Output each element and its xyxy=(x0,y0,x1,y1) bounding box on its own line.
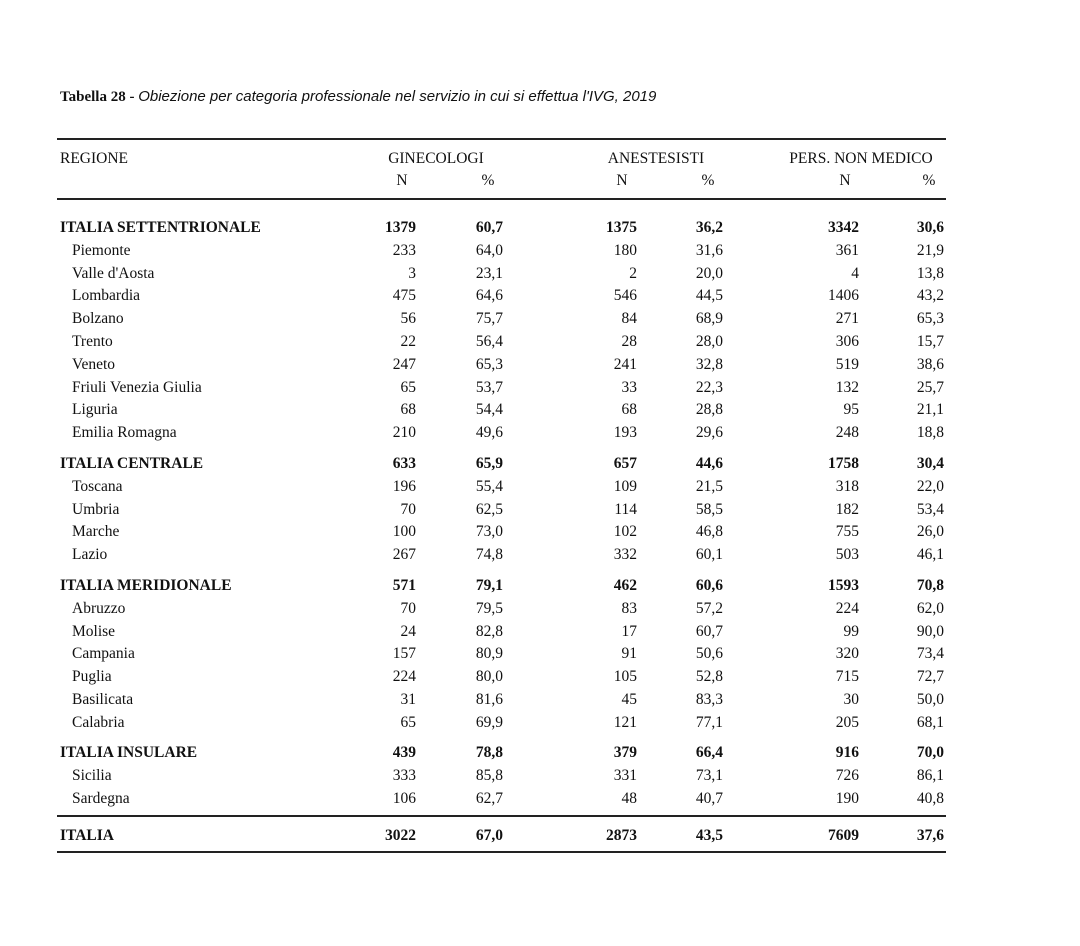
region-row-value: 60,7 xyxy=(695,623,723,640)
region-row-value: 210 xyxy=(392,424,416,441)
region-row-value: 44,5 xyxy=(695,287,723,304)
region-row-value: 82,8 xyxy=(475,623,503,640)
region-row-value: 84 xyxy=(621,310,637,327)
header-subcolumn: % xyxy=(701,172,715,189)
section-name: ITALIA CENTRALE xyxy=(60,455,204,472)
region-name: Campania xyxy=(72,645,135,662)
total-row-value: 2873 xyxy=(606,827,637,844)
region-row-value: 99 xyxy=(843,623,859,640)
region-row-value: 50,0 xyxy=(916,691,944,708)
region-row-value: 62,7 xyxy=(475,790,503,807)
region-row-value: 83 xyxy=(621,600,637,617)
section-total-value: 79,1 xyxy=(475,577,503,594)
section-total-value: 1375 xyxy=(606,219,637,236)
region-row-value: 48 xyxy=(621,790,637,807)
section-total-value: 462 xyxy=(613,577,637,594)
region-row-value: 65 xyxy=(400,714,416,731)
region-row-value: 180 xyxy=(613,242,637,259)
region-row-value: 40,8 xyxy=(916,790,944,807)
region-row-value: 53,4 xyxy=(916,501,944,518)
region-row-value: 56,4 xyxy=(475,333,503,350)
region-row-value: 519 xyxy=(835,356,859,373)
section-total-value: 70,8 xyxy=(916,577,944,594)
header-subcolumn: % xyxy=(922,172,936,189)
region-name: Umbria xyxy=(72,501,120,518)
region-name: Friuli Venezia Giulia xyxy=(72,379,202,396)
region-row-value: 331 xyxy=(613,767,637,784)
region-row-value: 247 xyxy=(392,356,416,373)
region-name: Bolzano xyxy=(72,310,124,327)
region-row-value: 241 xyxy=(613,356,637,373)
region-row-value: 248 xyxy=(835,424,859,441)
region-row-value: 64,0 xyxy=(475,242,503,259)
region-row-value: 62,0 xyxy=(916,600,944,617)
region-name: Puglia xyxy=(72,668,112,685)
region-row-value: 30 xyxy=(843,691,859,708)
total-row-value: 37,6 xyxy=(916,827,944,844)
header-subcolumn: N xyxy=(839,172,851,189)
region-row-value: 95 xyxy=(843,401,859,418)
header-subcolumn: N xyxy=(616,172,628,189)
region-row-value: 40,7 xyxy=(695,790,723,807)
region-name: Trento xyxy=(72,333,113,350)
region-name: Marche xyxy=(72,523,120,540)
section-name: ITALIA INSULARE xyxy=(60,744,198,761)
bottom-rule xyxy=(57,851,946,853)
region-row-value: 205 xyxy=(835,714,859,731)
region-name: Valle d'Aosta xyxy=(72,265,155,282)
region-row-value: 193 xyxy=(613,424,637,441)
region-row-value: 91 xyxy=(621,645,637,662)
total-row-value: 43,5 xyxy=(695,827,723,844)
section-name: ITALIA SETTENTRIONALE xyxy=(60,219,261,236)
section-total-value: 3342 xyxy=(828,219,859,236)
region-row-value: 86,1 xyxy=(916,767,944,784)
section-total-value: 30,6 xyxy=(916,219,944,236)
section-total-value: 1758 xyxy=(828,455,859,472)
region-name: Calabria xyxy=(72,714,125,731)
region-row-value: 68,1 xyxy=(916,714,944,731)
region-row-value: 52,8 xyxy=(695,668,723,685)
region-row-value: 306 xyxy=(835,333,859,350)
region-row-value: 81,6 xyxy=(475,691,503,708)
region-row-value: 60,1 xyxy=(695,546,723,563)
region-row-value: 503 xyxy=(835,546,859,563)
region-row-value: 33 xyxy=(621,379,637,396)
region-row-value: 121 xyxy=(613,714,637,731)
region-row-value: 56 xyxy=(400,310,416,327)
region-row-value: 105 xyxy=(613,668,637,685)
region-row-value: 28 xyxy=(621,333,637,350)
section-total-value: 60,7 xyxy=(475,219,503,236)
section-name: ITALIA MERIDIONALE xyxy=(60,577,232,594)
region-row-value: 68 xyxy=(621,401,637,418)
section-total-value: 44,6 xyxy=(695,455,723,472)
region-row-value: 23,1 xyxy=(475,265,503,282)
region-name: Toscana xyxy=(72,478,123,495)
region-name: Emilia Romagna xyxy=(72,424,177,441)
top-rule xyxy=(57,138,946,140)
total-row-value: 67,0 xyxy=(475,827,503,844)
region-row-value: 70 xyxy=(400,600,416,617)
region-row-value: 46,8 xyxy=(695,523,723,540)
region-row-value: 57,2 xyxy=(695,600,723,617)
region-row-value: 318 xyxy=(835,478,859,495)
region-row-value: 62,5 xyxy=(475,501,503,518)
region-row-value: 73,0 xyxy=(475,523,503,540)
region-row-value: 224 xyxy=(392,668,416,685)
region-row-value: 3 xyxy=(408,265,416,282)
region-row-value: 2 xyxy=(629,265,637,282)
section-total-value: 916 xyxy=(835,744,859,761)
section-total-value: 1379 xyxy=(385,219,416,236)
region-row-value: 22,3 xyxy=(695,379,723,396)
region-row-value: 65 xyxy=(400,379,416,396)
region-row-value: 755 xyxy=(835,523,859,540)
region-row-value: 267 xyxy=(392,546,416,563)
region-name: Lombardia xyxy=(72,287,141,304)
region-row-value: 79,5 xyxy=(475,600,503,617)
region-row-value: 15,7 xyxy=(916,333,944,350)
region-name: Sicilia xyxy=(72,767,112,784)
header-subcolumn: % xyxy=(481,172,495,189)
region-row-value: 73,4 xyxy=(916,645,944,662)
region-row-value: 46,1 xyxy=(916,546,944,563)
header-group: GINECOLOGI xyxy=(388,150,484,167)
region-name: Liguria xyxy=(72,401,118,418)
total-row-value: 7609 xyxy=(828,827,859,844)
region-row-value: 102 xyxy=(613,523,637,540)
header-subcolumn: N xyxy=(396,172,408,189)
region-row-value: 224 xyxy=(835,600,859,617)
region-row-value: 21,9 xyxy=(916,242,944,259)
region-row-value: 31 xyxy=(400,691,416,708)
section-total-value: 70,0 xyxy=(916,744,944,761)
region-row-value: 74,8 xyxy=(475,546,503,563)
region-row-value: 68,9 xyxy=(695,310,723,327)
region-row-value: 65,3 xyxy=(916,310,944,327)
region-row-value: 64,6 xyxy=(475,287,503,304)
section-total-value: 66,4 xyxy=(695,744,723,761)
region-row-value: 715 xyxy=(835,668,859,685)
section-total-value: 571 xyxy=(392,577,416,594)
section-total-value: 1593 xyxy=(828,577,859,594)
region-row-value: 17 xyxy=(621,623,637,640)
section-total-value: 439 xyxy=(392,744,416,761)
region-row-value: 109 xyxy=(613,478,637,495)
region-name: Basilicata xyxy=(72,691,134,708)
region-row-value: 157 xyxy=(392,645,416,662)
region-row-value: 26,0 xyxy=(916,523,944,540)
region-name: Lazio xyxy=(72,546,108,563)
header-group: ANESTESISTI xyxy=(607,150,705,167)
region-row-value: 21,5 xyxy=(695,478,723,495)
region-row-value: 475 xyxy=(392,287,416,304)
table-caption xyxy=(60,88,656,106)
region-row-value: 20,0 xyxy=(695,265,723,282)
header-group: PERS. NON MEDICO xyxy=(789,150,933,167)
total-name: ITALIA xyxy=(60,827,114,844)
region-name: Molise xyxy=(72,623,116,640)
region-row-value: 233 xyxy=(392,242,416,259)
region-row-value: 75,7 xyxy=(475,310,503,327)
caption-title: Obiezione per categoria professionale nel servizio in cui si effettua l'IVG, 2019 xyxy=(138,88,657,105)
region-row-value: 85,8 xyxy=(475,767,503,784)
region-row-value: 80,0 xyxy=(475,668,503,685)
region-row-value: 45 xyxy=(621,691,637,708)
region-row-value: 43,2 xyxy=(916,287,944,304)
region-row-value: 69,9 xyxy=(475,714,503,731)
region-row-value: 32,8 xyxy=(695,356,723,373)
section-total-value: 78,8 xyxy=(475,744,503,761)
section-total-value: 657 xyxy=(613,455,637,472)
region-row-value: 49,6 xyxy=(475,424,503,441)
region-row-value: 38,6 xyxy=(916,356,944,373)
region-row-value: 726 xyxy=(835,767,859,784)
region-row-value: 21,1 xyxy=(916,401,944,418)
region-row-value: 65,3 xyxy=(475,356,503,373)
section-total-value: 60,6 xyxy=(695,577,723,594)
section-total-value: 30,4 xyxy=(916,455,944,472)
region-row-value: 28,8 xyxy=(695,401,723,418)
region-row-value: 25,7 xyxy=(916,379,944,396)
region-row-value: 55,4 xyxy=(475,478,503,495)
region-name: Veneto xyxy=(72,356,116,373)
region-row-value: 361 xyxy=(835,242,859,259)
region-row-value: 182 xyxy=(835,501,859,518)
region-row-value: 333 xyxy=(392,767,416,784)
total-top-rule xyxy=(57,815,946,817)
region-row-value: 132 xyxy=(835,379,859,396)
region-name: Sardegna xyxy=(72,790,130,807)
region-row-value: 83,3 xyxy=(695,691,723,708)
section-total-value: 65,9 xyxy=(475,455,503,472)
region-row-value: 13,8 xyxy=(916,265,944,282)
region-row-value: 196 xyxy=(392,478,416,495)
region-row-value: 546 xyxy=(613,287,637,304)
region-row-value: 90,0 xyxy=(916,623,944,640)
region-row-value: 31,6 xyxy=(695,242,723,259)
region-row-value: 22 xyxy=(400,333,416,350)
region-row-value: 106 xyxy=(392,790,416,807)
region-row-value: 24 xyxy=(400,623,416,640)
region-row-value: 18,8 xyxy=(916,424,944,441)
section-total-value: 36,2 xyxy=(695,219,723,236)
region-row-value: 58,5 xyxy=(695,501,723,518)
region-name: Abruzzo xyxy=(72,600,126,617)
section-total-value: 633 xyxy=(392,455,416,472)
region-row-value: 271 xyxy=(835,310,859,327)
region-row-value: 29,6 xyxy=(695,424,723,441)
region-row-value: 4 xyxy=(851,265,859,282)
region-row-value: 68 xyxy=(400,401,416,418)
region-row-value: 54,4 xyxy=(475,401,503,418)
region-row-value: 70 xyxy=(400,501,416,518)
region-name: Piemonte xyxy=(72,242,131,259)
region-row-value: 50,6 xyxy=(695,645,723,662)
region-row-value: 22,0 xyxy=(916,478,944,495)
region-row-value: 1406 xyxy=(828,287,859,304)
region-row-value: 28,0 xyxy=(695,333,723,350)
region-row-value: 53,7 xyxy=(475,379,503,396)
header-rule xyxy=(57,198,946,200)
total-row-value: 3022 xyxy=(385,827,416,844)
region-row-value: 100 xyxy=(392,523,416,540)
region-row-value: 190 xyxy=(835,790,859,807)
region-row-value: 114 xyxy=(614,501,637,518)
region-row-value: 73,1 xyxy=(695,767,723,784)
section-total-value: 379 xyxy=(613,744,637,761)
region-row-value: 72,7 xyxy=(916,668,944,685)
region-row-value: 332 xyxy=(613,546,637,563)
header-region: REGIONE xyxy=(60,150,129,167)
region-row-value: 77,1 xyxy=(695,714,723,731)
region-row-value: 320 xyxy=(835,645,859,662)
region-row-value: 80,9 xyxy=(475,645,503,662)
caption-label: Tabella 28 - xyxy=(60,89,139,105)
